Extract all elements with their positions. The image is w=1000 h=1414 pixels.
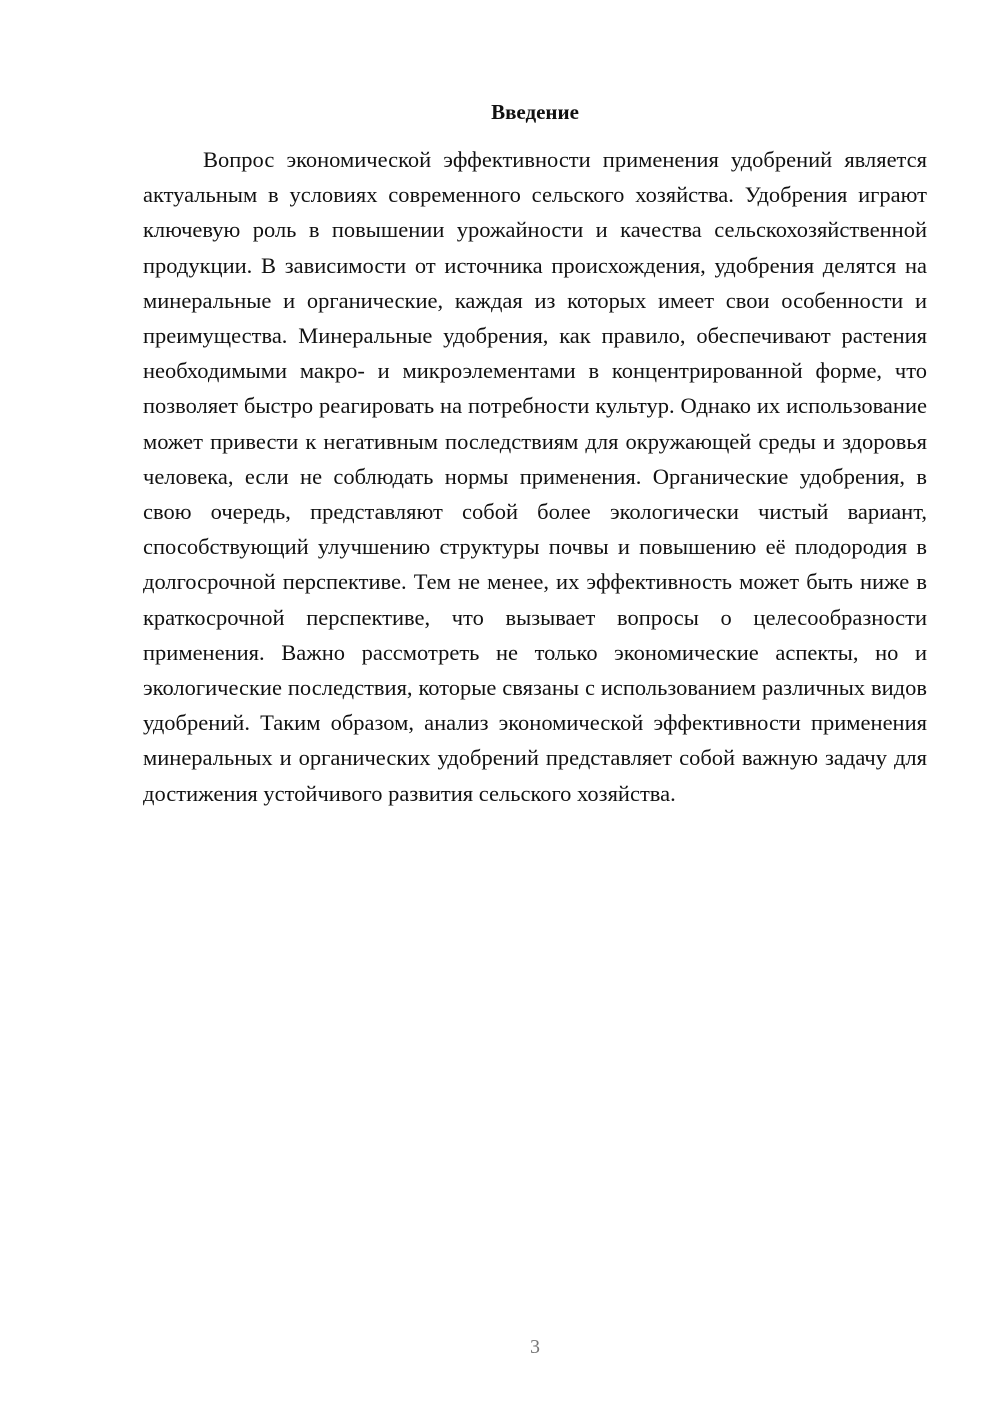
body-paragraph: Вопрос экономической эффективности применения удобрений является актуальным в условиях современного сельского хозяйства. Удобрения играют ключевую роль в повышении урожайности и качества сельскохозяйственной продукции. В зависимости от источника происхождения, удобрения делятся на минеральные и органические, каждая из которых имеет свои особенности и преимущества. Минеральные удобрения, как правило, обеспечивают растения необходимыми макро- и микроэлементами в концентрированной форме, что позволяет быстро реагировать на потребности культур. Однако их использование может привести к негативным последствиям для окружающей среды и здоровья человека, если не соблюдать нормы применения. Органические удобрения, в свою очередь, представляют собой более экологически чистый вариант, способствующий улучшению структуры почвы и повышению её плодородия в долгосрочной перспективе. Тем не менее, их эффективность может быть ниже в краткосрочной перспективе, что вызывает вопросы о целесообразности применения. Важно рассмотреть не только экономические аспекты, но и экологические последствия, которые связаны с использованием различных видов удобрений. Таким образом, анализ экономической эффективности применения минеральных и органических удобрений представляет собой важную задачу для достижения устойчивого развития сельского хозяйства. — [143, 147, 927, 806]
page-number: 3 — [530, 1336, 540, 1358]
section-title: Введение — [491, 100, 579, 124]
